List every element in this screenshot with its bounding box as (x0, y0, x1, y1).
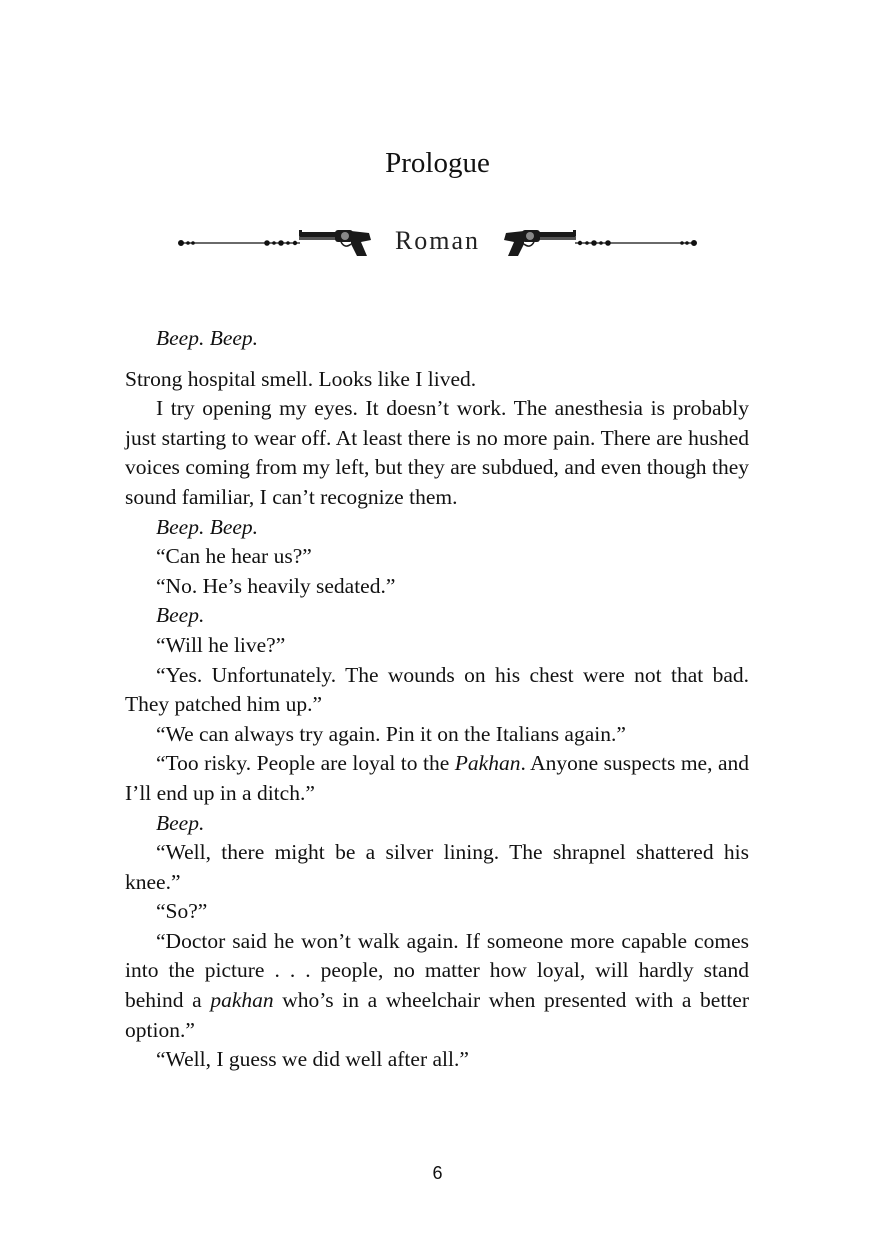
paragraph: I try opening my eyes. It doesn’t work. The anesthesia is probably just starting to wear off. At least there is no more pain. There are hushed voices coming from my left, but they are subdued, and even though they sound familiar, I can’t recognize them. (125, 396, 749, 509)
paragraph: “Can he hear us?” (156, 544, 312, 569)
text-run: . Anyone suspects me, and I’ll end up in a ditch.” (125, 751, 749, 805)
emphasized-term: Pakhan (454, 751, 521, 776)
chapter-title: Prologue (385, 147, 490, 179)
paragraph: “Will he live?” (156, 632, 286, 657)
sound-effect: Beep. (156, 603, 205, 628)
chapter-body (125, 324, 749, 1075)
paragraph (125, 324, 749, 354)
sound-effect: Beep. (156, 810, 205, 835)
text-run: who’s in a wheelchair when presented with a better option.” (125, 988, 749, 1042)
sound-effect: Beep. Beep. (156, 326, 259, 350)
paragraph (125, 513, 749, 543)
paragraph (125, 809, 749, 839)
paragraph: “Yes. Unfortunately. The wounds on his chest were not that bad. They patched him up.” (125, 662, 749, 717)
paragraph (125, 601, 749, 631)
paragraph (125, 749, 749, 808)
page-number: 6 (432, 1163, 443, 1183)
text-run: “Too risky. People are loyal to the (156, 751, 455, 776)
paragraph: “No. He’s heavily sedated.” (156, 573, 396, 598)
chapter-ornament (175, 222, 700, 262)
sound-effect: Beep. Beep. (156, 514, 259, 539)
pov-character-name: Roman (394, 226, 481, 255)
paragraph: “So?” (156, 899, 208, 924)
text-run: “Doctor said he won’t walk again. If someone more capable comes into the picture . . . people, no matter how loyal, will hardly stand behind a (125, 928, 749, 1013)
paragraph: “We can always try again. Pin it on the Italians again.” (156, 721, 626, 746)
paragraph (125, 927, 749, 1045)
paragraph: “Well, there might be a silver lining. The shrapnel shattered his knee.” (125, 840, 749, 894)
paragraph: Strong hospital smell. Looks like I lived. (125, 366, 477, 391)
paragraph: “Well, I guess we did well after all.” (156, 1047, 469, 1072)
emphasized-term: pakhan (210, 988, 274, 1013)
